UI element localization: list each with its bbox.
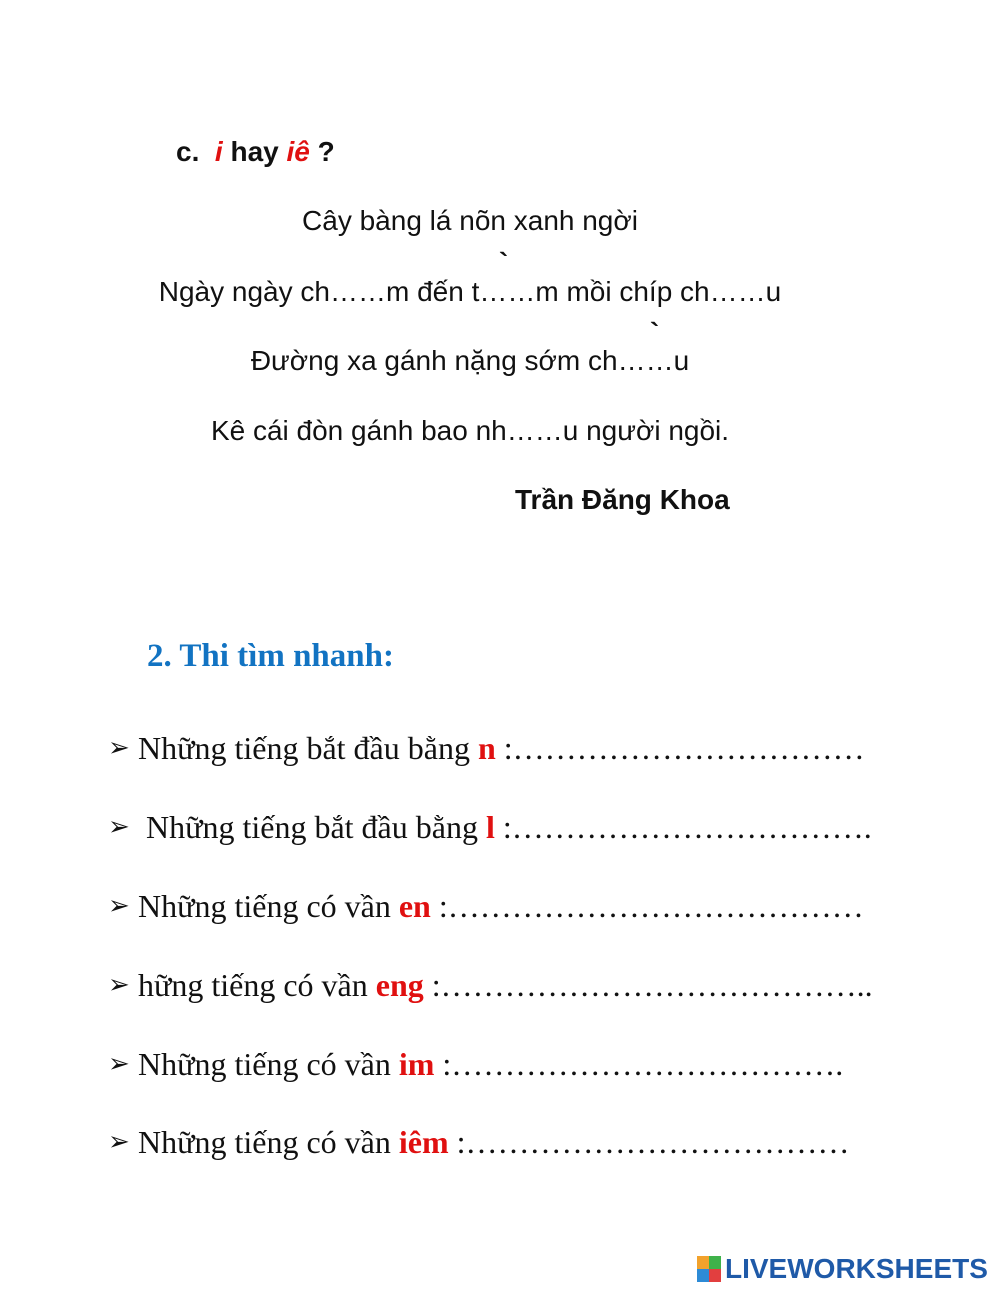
item-text: Những tiếng bắt đầu bằng — [138, 809, 486, 845]
item-key: en — [398, 888, 431, 924]
option-i: i — [214, 136, 223, 167]
liveworksheets-logo[interactable] — [697, 1252, 988, 1286]
part-c-prefix: c. — [176, 136, 200, 167]
item-text: hững tiếng có vần — [138, 967, 376, 1003]
arrow-bullet-icon: ➢ — [108, 970, 130, 1000]
item-key: im — [398, 1046, 435, 1082]
item-blank: :……………………………… — [448, 1124, 850, 1160]
poem-line-4: Kê cái đòn gánh bao nh……u người ngồi. — [210, 415, 730, 446]
arrow-bullet-icon: ➢ — [108, 891, 130, 921]
part-c-heading — [176, 136, 335, 168]
arrow-bullet-icon: ➢ — [108, 733, 130, 763]
list-item — [108, 730, 865, 767]
list-item — [108, 967, 873, 1004]
item-text: Những tiếng có vần — [138, 1046, 399, 1082]
item-key: l — [485, 809, 495, 845]
logo-text: LIVEWORKSHEETS — [725, 1253, 988, 1284]
arrow-bullet-icon: ➢ — [108, 1049, 130, 1079]
item-blank: :………………………………… — [430, 888, 864, 924]
tone-mark-1: ` — [499, 247, 509, 278]
item-blank: :………………………………. — [434, 1046, 844, 1082]
poem-author: Trần Đăng Khoa — [515, 484, 730, 515]
item-blank: :……………………………. — [494, 809, 872, 845]
list-item — [108, 888, 864, 925]
tone-mark-2: ` — [650, 317, 660, 348]
item-text: Những tiếng bắt đầu bằng — [138, 730, 478, 766]
item-blank: :…………………………… — [495, 730, 865, 766]
option-ie: iê — [286, 136, 310, 167]
list-item — [108, 1046, 843, 1083]
item-key: iêm — [398, 1124, 449, 1160]
list-item — [108, 1124, 849, 1161]
list-item — [108, 809, 872, 846]
poem-line-1: Cây bàng lá nõn xanh ngời — [302, 205, 638, 236]
item-text: Những tiếng có vần — [138, 888, 399, 924]
section-2-title: 2. Thi tìm nhanh: — [147, 638, 394, 674]
arrow-bullet-icon: ➢ — [108, 1127, 130, 1157]
question-mark: ? — [317, 136, 335, 167]
logo-blocks-icon — [697, 1256, 721, 1282]
poem-line-2: Ngày ngày ch……m đến t……m mồi chíp ch……u — [158, 276, 782, 307]
connector-hay: hay — [230, 136, 279, 167]
item-text: Những tiếng có vần — [138, 1124, 399, 1160]
poem-line-3: Đường xa gánh nặng sớm ch……u — [250, 345, 690, 376]
item-blank: :………………………………….. — [423, 967, 873, 1003]
arrow-bullet-icon: ➢ — [108, 812, 130, 842]
item-key: n — [477, 730, 496, 766]
item-key: eng — [375, 967, 424, 1003]
